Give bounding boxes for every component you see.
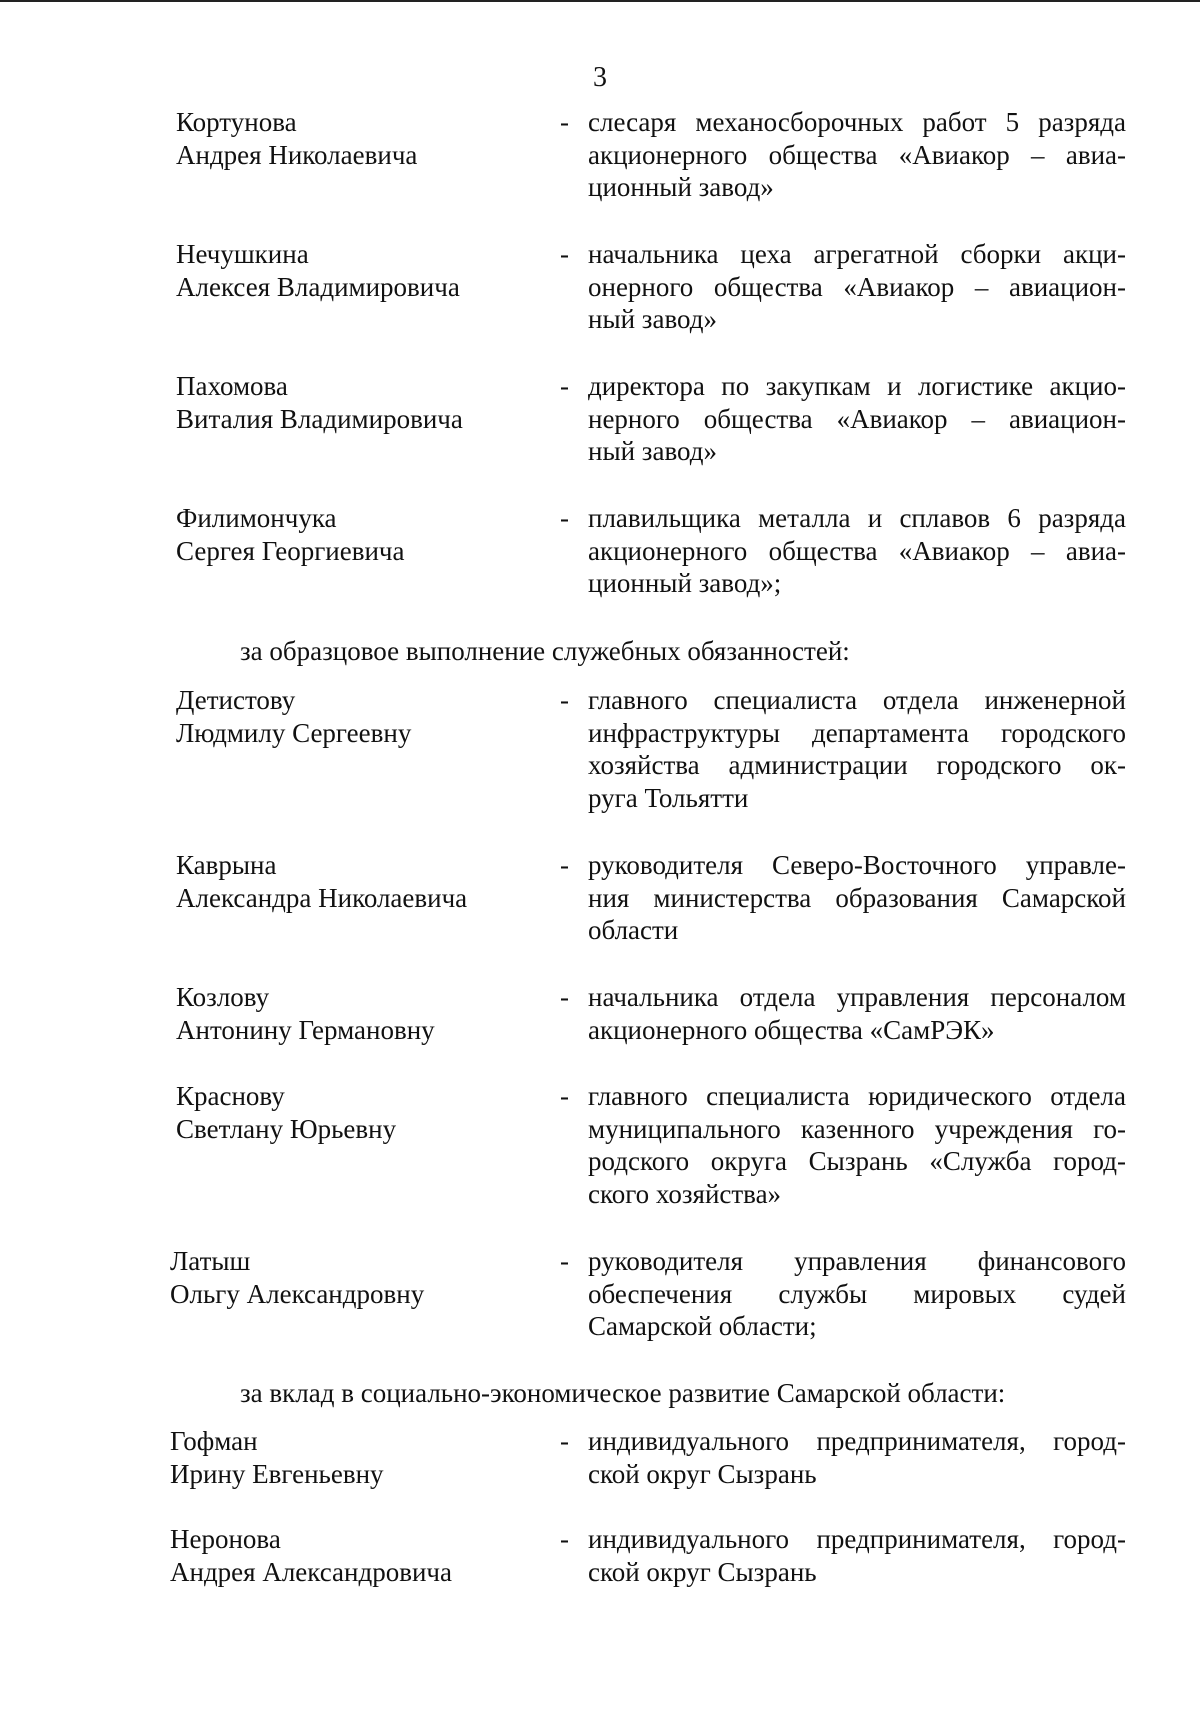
given-names: Виталия Владимировича: [176, 403, 463, 434]
dash: -: [560, 1081, 569, 1111]
desc-line: муниципального казенного учреждения го-: [588, 1113, 1126, 1144]
section-heading: за вклад в социально-экономическое развитие Самарской области:: [240, 1378, 1006, 1408]
surname: Каврына: [176, 850, 277, 880]
desc-line: Самарской области;: [588, 1311, 817, 1341]
desc-line: ный завод»: [588, 436, 717, 466]
desc-line: ского хозяйства»: [588, 1178, 782, 1209]
surname: Латыш: [170, 1246, 251, 1276]
desc-line: слесаря механосборочных работ 5 разряда: [588, 107, 1126, 137]
desc-line: индивидуального предпринимателя, город-: [588, 1426, 1126, 1456]
position-description: [588, 502, 1126, 600]
given-names: Андрея Александровича: [170, 1556, 452, 1587]
dash: -: [560, 1246, 569, 1276]
desc-line: ный завод»: [588, 304, 717, 334]
given-names: Ирину Евгеньевну: [170, 1458, 384, 1489]
person-name: [176, 502, 405, 567]
dash: -: [560, 503, 569, 533]
given-names: Алексея Владимировича: [176, 271, 460, 302]
desc-line: ционный завод»: [588, 172, 774, 202]
desc-line: хозяйства администрации городского ок-: [588, 750, 1126, 780]
desc-line: руководителя Северо-Восточного управле-: [588, 850, 1126, 880]
dash: -: [560, 685, 569, 715]
position-description: [588, 981, 1126, 1046]
desc-line: руга Тольятти: [588, 782, 749, 813]
desc-line: главного специалиста юридического отдела: [588, 1081, 1126, 1111]
position-description: [588, 1523, 1126, 1588]
dash: -: [560, 1426, 569, 1456]
given-names: Ольгу Александровну: [170, 1278, 425, 1309]
person-name: [176, 1080, 396, 1145]
desc-line: директора по закупкам и логистике акцио-: [588, 371, 1126, 401]
desc-line: плавильщика металла и сплавов 6 разряда: [588, 503, 1126, 533]
position-description: [588, 1080, 1126, 1210]
surname: Гофман: [170, 1426, 258, 1456]
desc-line: родского округа Сызрань «Служба город-: [588, 1146, 1126, 1176]
desc-line: инфраструктуры департамента городского: [588, 717, 1126, 748]
position-description: [588, 1425, 1126, 1490]
person-name: [170, 1425, 384, 1490]
given-names: Андрея Николаевича: [176, 139, 418, 170]
surname: Детистову: [176, 685, 296, 715]
surname: Козлову: [176, 982, 270, 1012]
given-names: Людмилу Сергеевну: [176, 717, 412, 748]
desc-line: ния министерства образования Самарской: [588, 882, 1126, 913]
desc-line: индивидуального предпринимателя, город-: [588, 1524, 1126, 1554]
section-heading: за образцовое выполнение служебных обязанностей:: [240, 636, 850, 666]
position-description: [588, 849, 1126, 947]
desc-line: главного специалиста отдела инженерной: [588, 685, 1126, 715]
person-name: [176, 106, 417, 171]
given-names: Сергея Георгиевича: [176, 535, 405, 566]
desc-line: нерного общества «Авиакор – авиацион-: [588, 403, 1126, 434]
dash: -: [560, 239, 569, 269]
desc-line: акционерного общества «СамРЭК»: [588, 1014, 995, 1045]
desc-line: ской округ Сызрань: [588, 1458, 817, 1489]
surname: Филимончука: [176, 503, 337, 533]
dash: -: [560, 1524, 569, 1554]
dash: -: [560, 107, 569, 137]
given-names: Антонину Германовну: [176, 1014, 435, 1045]
surname: Неронова: [170, 1524, 281, 1554]
desc-line: начальника отдела управления персоналом: [588, 982, 1126, 1012]
desc-line: онерного общества «Авиакор – авиацион-: [588, 271, 1126, 302]
dash: -: [560, 850, 569, 880]
position-description: [588, 370, 1126, 468]
desc-line: области: [588, 915, 679, 945]
surname: Нечушкина: [176, 239, 309, 269]
page-number: 3: [593, 62, 607, 93]
person-name: [176, 238, 460, 303]
surname: Кортунова: [176, 107, 297, 137]
desc-line: ционный завод»;: [588, 568, 782, 598]
desc-line: ской округ Сызрань: [588, 1556, 817, 1587]
top-border-line: [0, 0, 1200, 2]
person-name: [170, 1523, 452, 1588]
desc-line: обеспечения службы мировых судей: [588, 1278, 1126, 1309]
dash: -: [560, 982, 569, 1012]
dash: -: [560, 371, 569, 401]
person-name: [176, 981, 435, 1046]
surname: Краснову: [176, 1081, 285, 1111]
desc-line: начальника цеха агрегатной сборки акци-: [588, 239, 1126, 269]
position-description: [588, 106, 1126, 204]
surname: Пахомова: [176, 371, 288, 401]
given-names: Александра Николаевича: [176, 882, 468, 913]
desc-line: акционерного общества «Авиакор – авиа-: [588, 535, 1126, 566]
position-description: [588, 1245, 1126, 1343]
desc-line: руководителя управления финансового: [588, 1246, 1126, 1276]
position-description: [588, 238, 1126, 336]
given-names: Светлану Юрьевну: [176, 1113, 397, 1144]
desc-line: акционерного общества «Авиакор – авиа-: [588, 139, 1126, 170]
position-description: [588, 684, 1126, 814]
person-name: [176, 684, 411, 749]
person-name: [176, 849, 467, 914]
person-name: [170, 1245, 424, 1310]
person-name: [176, 370, 463, 435]
